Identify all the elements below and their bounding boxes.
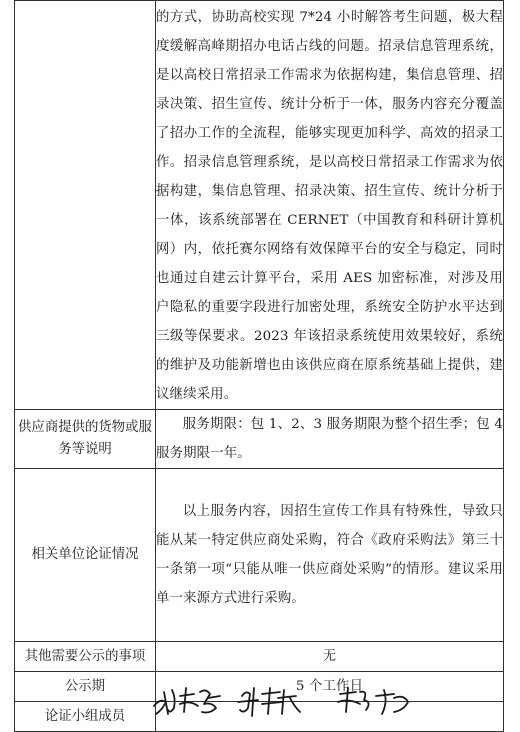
table-row-description — [15, 1, 504, 410]
table-row-argument — [15, 469, 504, 642]
other-label: 其他需要公示的事项 — [15, 642, 156, 672]
table-row-goods — [15, 410, 504, 469]
members-label: 论证小组成员 — [15, 702, 156, 732]
members-signature-cell — [156, 702, 504, 732]
table-row-other — [15, 642, 504, 672]
period-content: 5 个工作日 — [156, 672, 504, 702]
table-row-members — [15, 702, 504, 732]
empty-label-cell — [15, 1, 156, 410]
description-text: 的方式，协助高校实现 7*24 小时解答考生问题，极大程度缓解高峰期招办电话占线的问题。招录信息管理系统，是以高校日常招录工作需求为依据构建，集信息管理、招录决策、招生宣传、统计分析于一体，服务内容充分覆盖了招办工作的全流程，能够实现更加科学、高效的招录工作。招录信息管理系统，是以高校日常招录工作需求为依据构建，集信息管理、招录决策、招生宣传、统计分析于一体，该系统部署在 CERNET（中国教育和科研计算机网）内，依托赛尔网络有效保障平台的安全与稳定，同时也通过自建云计算平台，采用 AES 加密标准，对涉及用户隐私的重要字段进行加密处理，系统安全防护水平达到三级等保要求。2023 年该招录系统使用效果较好，系统的维护及功能新增也由该供应商在原系统基础上提供，建议继续采用。 — [156, 1, 504, 410]
period-label: 公示期 — [15, 672, 156, 702]
form-table — [14, 0, 504, 732]
argument-content: 以上服务内容，因招生宣传工作具有特殊性，导致只能从某一特定供应商处采购，符合《政府采购法》第三十一条第一项“只能从唯一供应商处采购”的情形。建议采用单一来源方式进行采购。 — [156, 469, 504, 642]
goods-content: 服务期限：包 1、2、3 服务期限为整个招生季；包 4 服务期限一年。 — [156, 410, 504, 469]
table-row-period — [15, 672, 504, 702]
other-content: 无 — [156, 642, 504, 672]
goods-label: 供应商提供的货物或服务等说明 — [15, 410, 156, 469]
argument-label: 相关单位论证情况 — [15, 469, 156, 642]
